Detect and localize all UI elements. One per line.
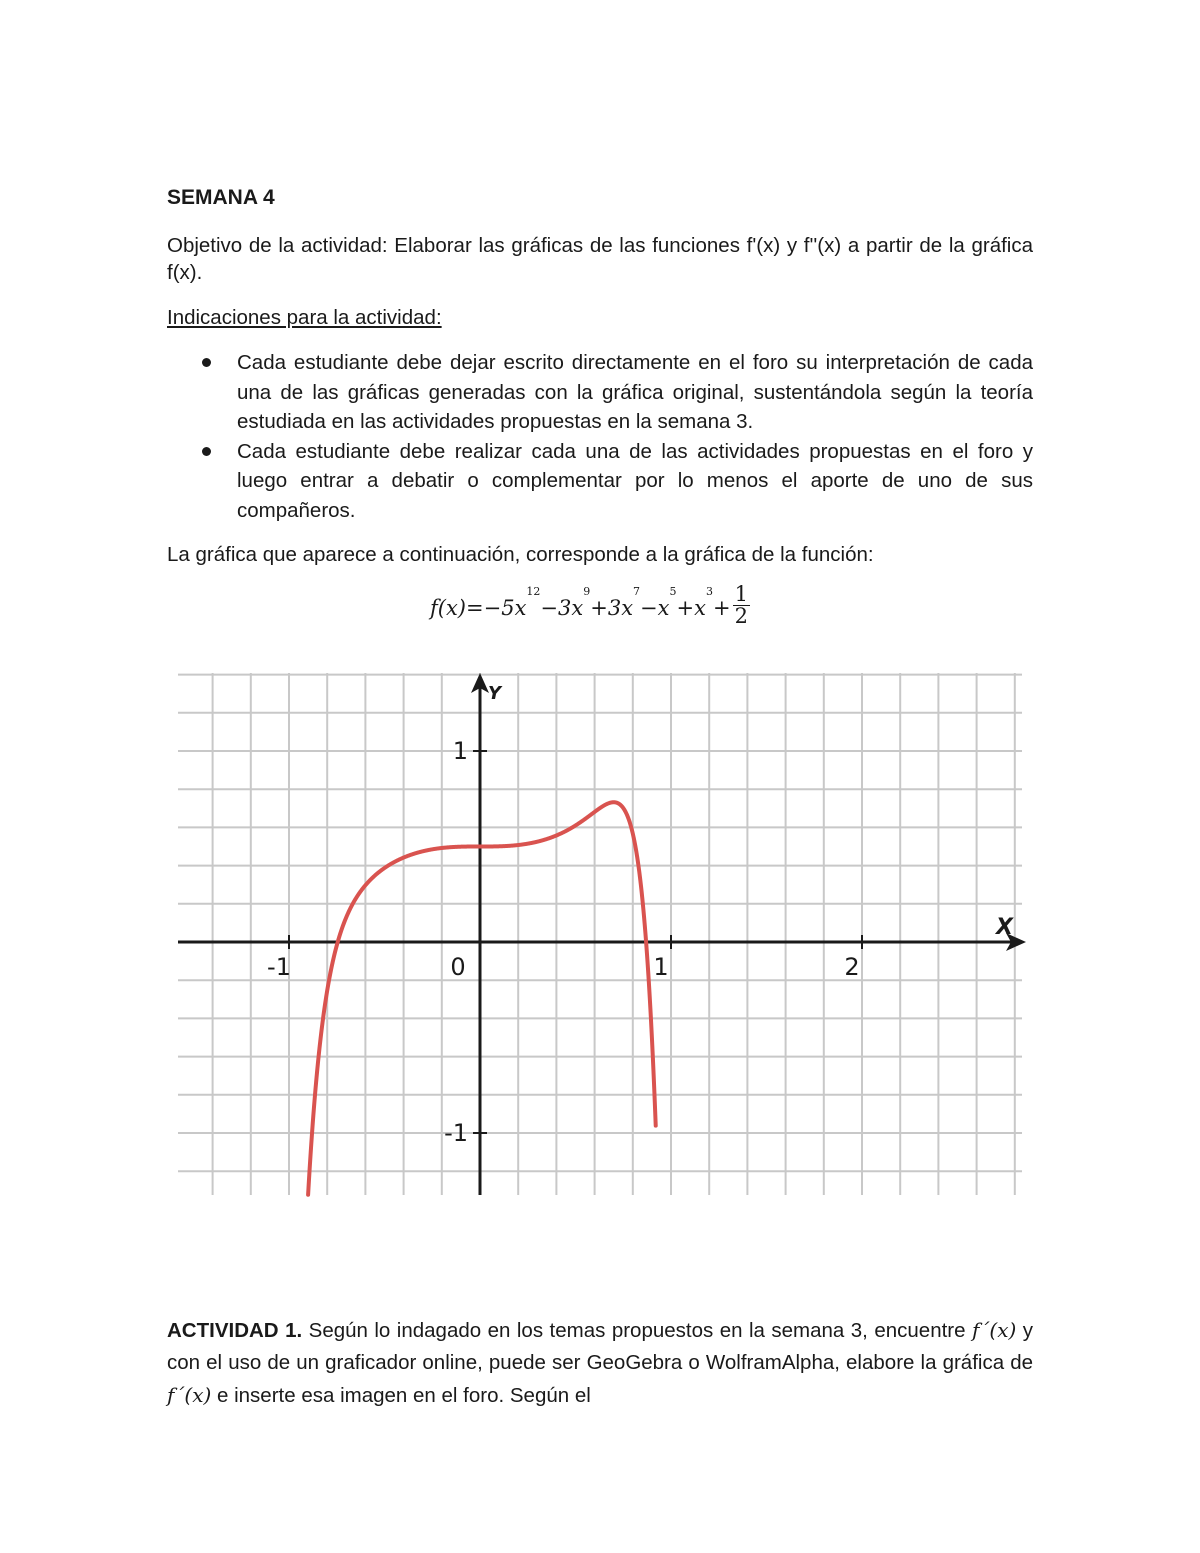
intro-paragraph: La gráfica que aparece a continuación, corresponde a la gráfica de la función: <box>167 543 874 566</box>
fraction-numerator: 1 <box>734 582 748 606</box>
objective-paragraph: Objetivo de la actividad: Elaborar las gráficas de las funciones f'(x) y f''(x) a partir de la gráfica f(x). <box>167 234 1033 284</box>
function-formula <box>430 582 750 631</box>
activity-paragraph <box>167 1314 1033 1412</box>
formula-term: +3x <box>590 596 634 620</box>
grid-lines <box>178 673 1022 1195</box>
activity-text-2: y con el uso de un graficador online, puede ser GeoGebra o WolframAlpha, elabore la gráfica de <box>167 1319 1033 1374</box>
indications-title: Indicaciones para la actividad: <box>167 306 442 329</box>
x-tick-label: 2 <box>844 953 860 981</box>
function-graph <box>170 665 1040 1205</box>
y-tick-label: 1 <box>452 737 468 765</box>
activity-label: ACTIVIDAD 1. <box>167 1319 303 1342</box>
y-axis-label: Y <box>488 683 502 704</box>
formula-exponent: 9 <box>583 585 591 598</box>
formula-lhs: f(x)= <box>430 596 484 620</box>
heading: SEMANA 4 <box>167 186 275 209</box>
formula-exponent: 3 <box>705 585 713 598</box>
fraction-denominator: 2 <box>734 604 748 628</box>
formula-term: + <box>712 596 731 620</box>
list-item <box>237 348 1033 437</box>
list-item <box>237 437 1033 526</box>
formula-term: −5x <box>483 596 527 620</box>
x-tick-label: 0 <box>450 953 466 981</box>
activity-text-1: Según lo indagado en los temas propuestos en la semana 3, encuentre <box>308 1319 966 1342</box>
function-curve <box>308 802 656 1195</box>
x-tick-label: -1 <box>267 953 291 981</box>
x-axis-label: X <box>996 915 1013 940</box>
formula-exponent: 5 <box>669 585 677 598</box>
indications-list <box>237 348 1033 525</box>
bullet-text: Cada estudiante debe dejar escrito directamente en el foro su interpretación de cada una de las gráficas generadas con la gráfica original, sustentándola según la teoría estudiada en las actividades propuestas en la semana 3. <box>237 351 1033 433</box>
formula-term: −3x <box>540 596 584 620</box>
formula-term: −x <box>640 596 670 620</box>
bullet-text: Cada estudiante debe realizar cada una de las actividades propuestas en el foro y luego entrar a debatir o complementar por lo menos el aporte de uno de sus compañeros. <box>237 439 1033 522</box>
formula-term: +x <box>676 596 706 620</box>
y-tick-label: -1 <box>444 1119 468 1147</box>
formula-fraction <box>733 584 750 627</box>
derivative-symbol: f´(x) <box>167 1383 212 1407</box>
formula-exponent: 7 <box>633 585 641 598</box>
bullet-icon <box>202 358 211 367</box>
formula-exponent: 12 <box>526 585 541 598</box>
bullet-icon <box>202 447 211 456</box>
x-tick-label: 1 <box>653 953 669 981</box>
activity-text-3: e inserte esa imagen en el foro. Según el <box>217 1384 591 1407</box>
derivative-symbol: f´(x) <box>971 1318 1017 1342</box>
